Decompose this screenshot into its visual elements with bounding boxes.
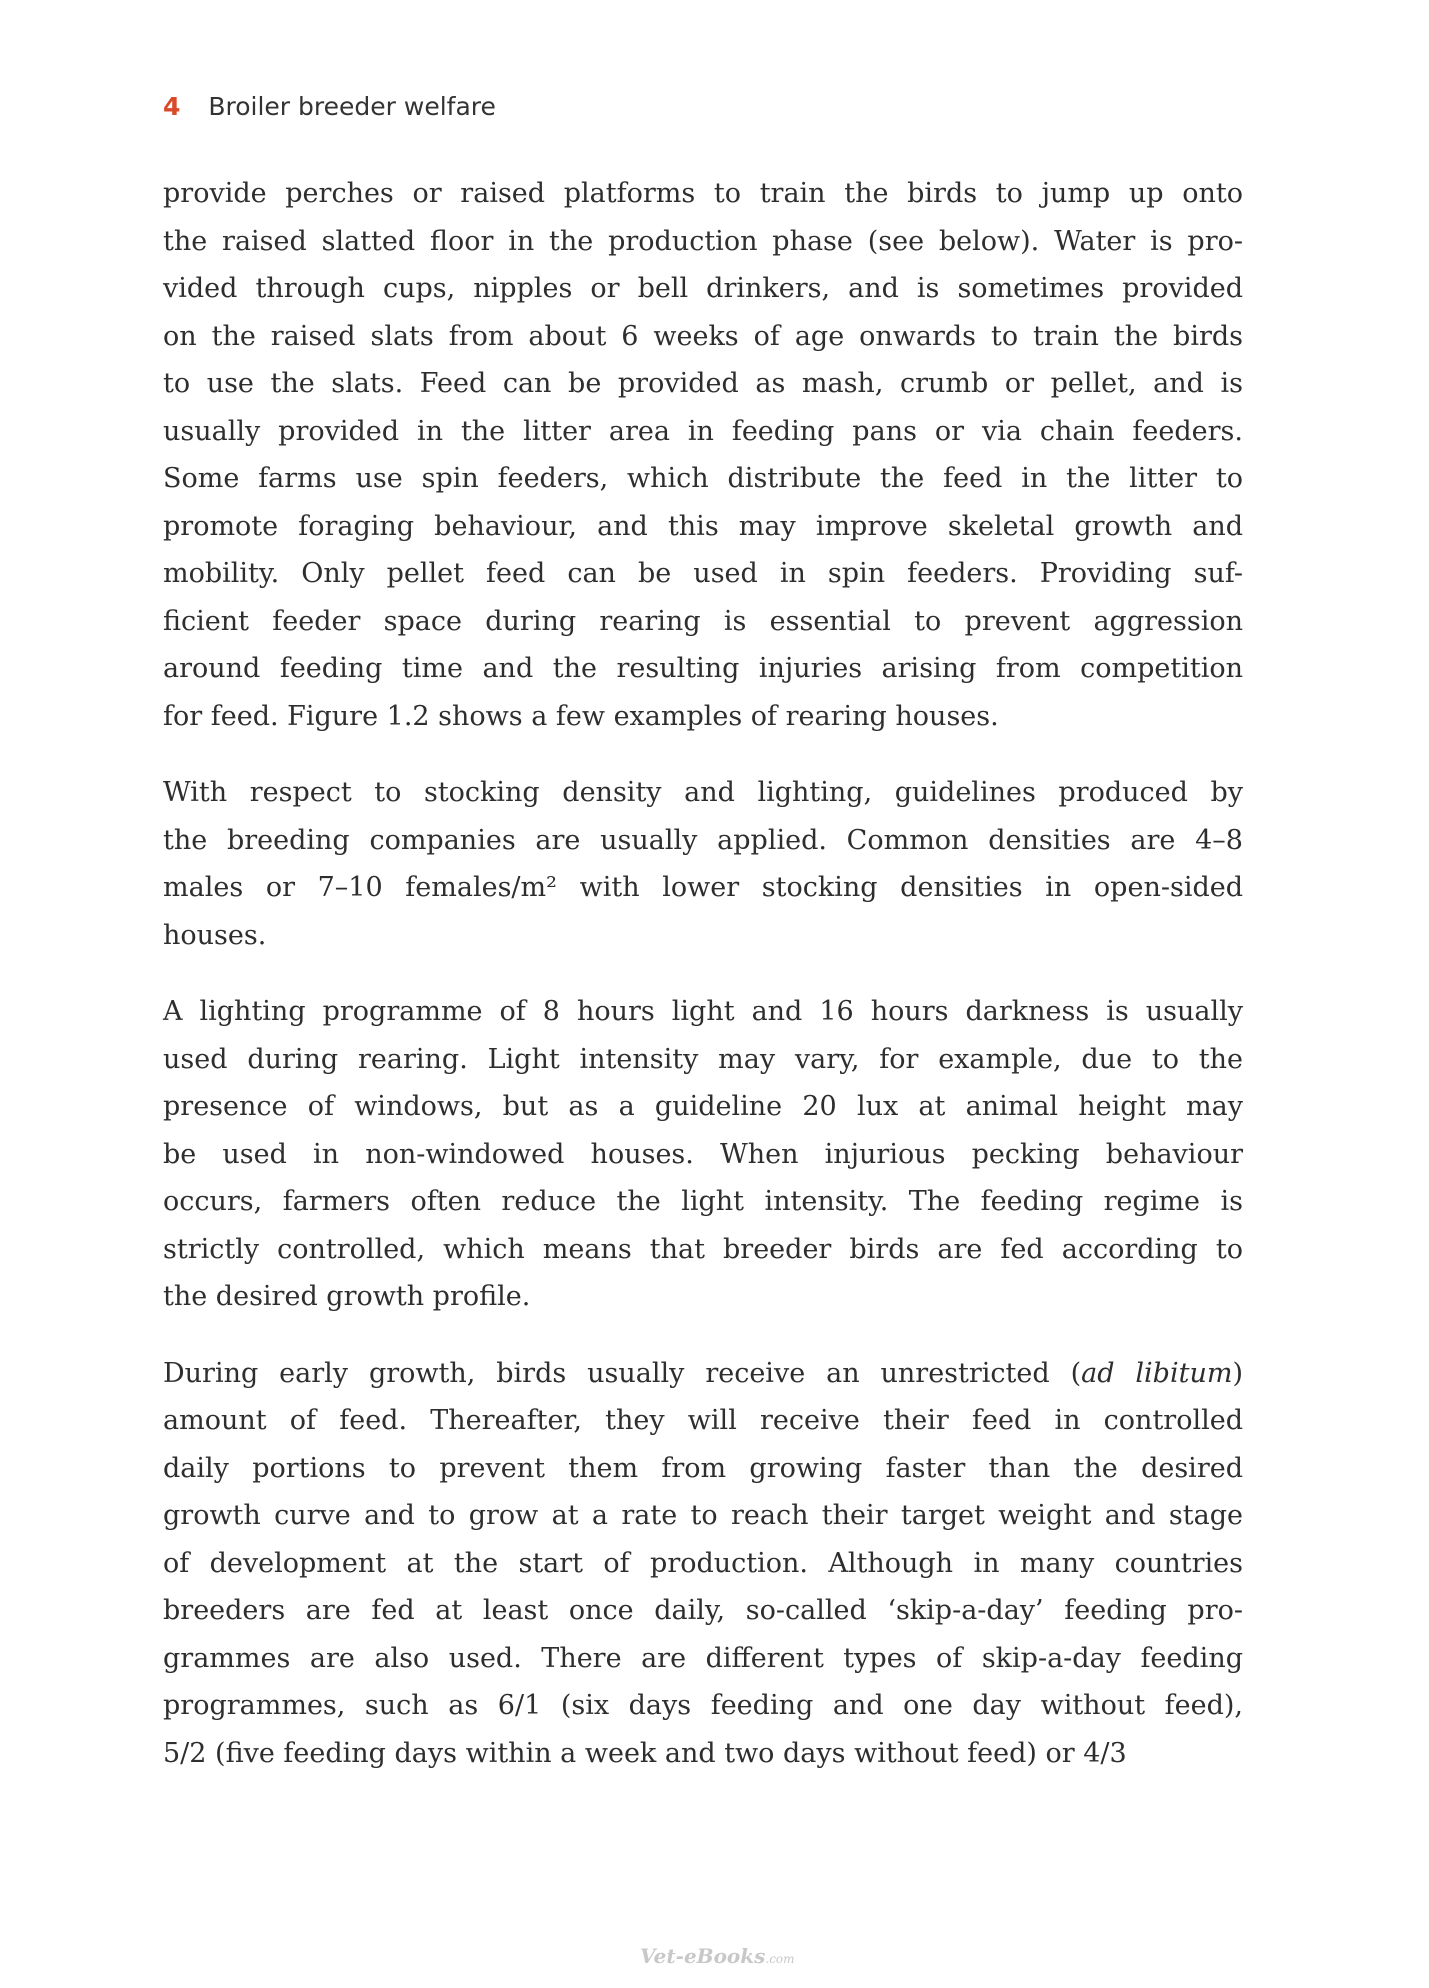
- text-line: usually provided in the litter area in feeding pans or via chain feeders.: [163, 415, 1243, 447]
- paragraph: [163, 1350, 1243, 1778]
- text-line: occurs, farmers often reduce the light intensity. The feeding regime is: [163, 1186, 1243, 1217]
- text-line: A lighting programme of 8 hours light and 16 hours darkness is usually: [163, 996, 1243, 1027]
- text-line: used during rearing. Light intensity may vary, for example, due to the: [163, 1043, 1243, 1075]
- text-line: for feed. Figure 1.2 shows a few examples of rearing houses.: [163, 700, 999, 732]
- text-line: ficient feeder space during rearing is essential to prevent aggression: [163, 605, 1243, 637]
- text-line: vided through cups, nipples or bell drinkers, and is sometimes provided: [163, 273, 1243, 304]
- running-header: [163, 92, 496, 121]
- text-line: daily portions to prevent them from growing faster than the desired: [163, 1452, 1243, 1484]
- paragraph: [163, 170, 1243, 740]
- text-line: Some farms use spin feeders, which distribute the feed in the litter to: [163, 463, 1243, 494]
- text-line: 5/2 (five feeding days within a week and two days without feed) or 4/3: [163, 1737, 1127, 1769]
- text-line: provide perches or raised platforms to train the birds to jump up onto: [163, 178, 1243, 209]
- paragraph: [163, 988, 1243, 1321]
- text-line: strictly controlled, which means that breeder birds are fed according to: [163, 1233, 1243, 1265]
- text-line: be used in non-windowed houses. When injurious pecking behaviour: [163, 1138, 1243, 1170]
- text-line: amount of feed. Thereafter, they will receive their feed in controlled: [163, 1405, 1243, 1436]
- text-line: houses.: [163, 919, 267, 951]
- text-line: grammes are also used. There are different types of skip-a-day feeding: [163, 1642, 1243, 1674]
- text-line: the desired growth profile.: [163, 1281, 531, 1312]
- watermark-text: Vet-eBooks: [640, 1944, 766, 1968]
- text-line: on the raised slats from about 6 weeks of age onwards to train the birds: [163, 320, 1243, 352]
- page-number: 4: [163, 92, 181, 121]
- text-line: promote foraging behaviour, and this may improve skeletal growth and: [163, 510, 1243, 542]
- text-line: With respect to stocking density and lighting, guidelines produced by: [163, 777, 1243, 808]
- text-line: to use the slats. Feed can be provided as mash, crumb or pellet, and is: [163, 368, 1243, 399]
- text-line: programmes, such as 6/1 (six days feeding and one day without feed),: [163, 1690, 1243, 1721]
- text-line: presence of windows, but as a guideline 20 lux at animal height may: [163, 1091, 1243, 1122]
- watermark-suffix: .com: [765, 1952, 795, 1966]
- latin-term: ad libitum: [1081, 1357, 1233, 1389]
- text-line: the raised slatted floor in the production phase (see below). Water is pro-: [163, 225, 1243, 257]
- text-line: around feeding time and the resulting injuries arising from competition: [163, 653, 1243, 684]
- running-title: Broiler breeder welfare: [208, 92, 496, 121]
- text-line: mobility. Only pellet feed can be used in spin feeders. Providing suf-: [163, 558, 1243, 589]
- watermark-logo: [640, 1944, 795, 1968]
- text-line: males or 7–10 females/m² with lower stocking densities in open-sided: [163, 872, 1243, 903]
- body-text: [163, 170, 1243, 1806]
- text-line: breeders are fed at least once daily, so-called ‘skip-a-day’ feeding pro-: [163, 1595, 1243, 1626]
- text-line: During early growth, birds usually receive an unrestricted (ad libitum): [163, 1357, 1243, 1389]
- text-line: the breeding companies are usually applied. Common densities are 4–8: [163, 824, 1243, 856]
- text-line: growth curve and to grow at a rate to reach their target weight and stage: [163, 1500, 1243, 1531]
- paragraph: [163, 769, 1243, 959]
- text-line: of development at the start of production. Although in many countries: [163, 1547, 1243, 1579]
